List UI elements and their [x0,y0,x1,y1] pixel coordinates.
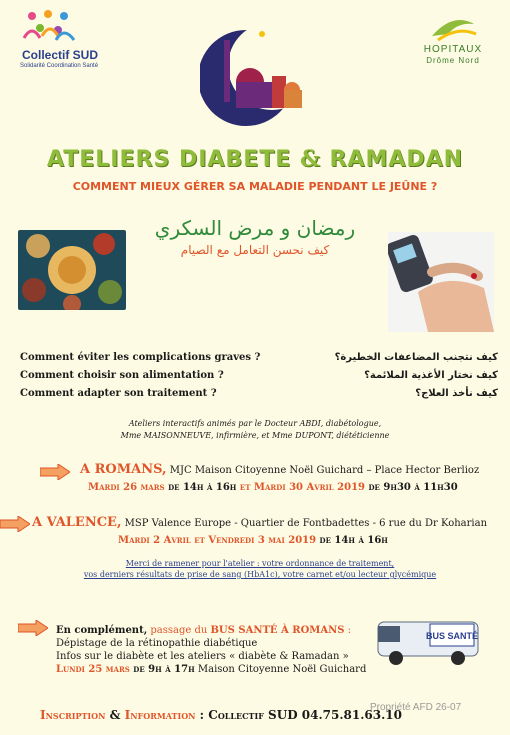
title-amp: & [299,146,321,172]
crescent-mosque-illustration [200,20,310,135]
valence-date1: Mardi 2 Avril [118,535,191,546]
valence-date2: Vendredi 3 mai 2019 [208,535,317,546]
question-ar-1: كيف نتجنب المضاعفات الخطيرة؟ [334,352,498,363]
romans-and: et [239,482,251,493]
leaf-icon [428,14,478,42]
footer-information: Information [124,708,196,722]
footer-amp: & [105,708,125,722]
romans-date2: Mardi 30 Avril 2019 [250,482,365,493]
question-fr-1: Comment éviter les complications graves ? [20,352,261,363]
complement-bus: BUS SANTÉ À ROMANS [210,625,345,636]
bus-illustration [372,612,490,668]
valence-location [32,515,487,530]
question-ar-3: كيف نأخذ العلاج؟ [415,388,498,399]
collectif-sud-tagline: Solidarité Coordination Santé [20,63,99,69]
complement-line1 [56,624,376,637]
footer-inscription: Inscription [40,708,106,722]
question-fr-3: Comment adapter son traitement ? [20,388,217,399]
arrow-right-icon [18,620,48,636]
complement-line4 [56,663,376,676]
romans-time1: de 14h à 16h [164,482,240,493]
hopitaux-logo [408,14,498,74]
note-line1: Merci de ramener pour l'atelier : votre ordonnance de traitement, [125,559,395,568]
hopitaux-line2: Drôme Nord [426,56,480,65]
footer-contact: : Collectif SUD 04.75.81.63.10 [195,708,402,722]
complement-date: Lundi 25 mars [56,664,130,675]
title-part1: ATELIERS DIABETE [46,147,292,172]
romans-date1: Mardi 26 mars [88,482,165,493]
watermark: Propriété AFD 26-07 [370,702,462,713]
arabic-title: رمضان و مرض السكري [154,216,356,240]
romans-address: MJC Maison Citoyenne Noël Guichard – Place Hector Berlioz [166,465,480,476]
romans-city: A ROMANS, [80,462,167,477]
romans-dates [88,482,458,493]
arrow-right-icon [40,464,70,480]
romans-location [80,462,479,477]
collectif-sud-name: Collectif SUD [22,48,99,62]
workshop-hosts [60,418,450,442]
collectif-sud-logo [18,8,128,78]
question-fr-2: Comment choisir son alimentation ? [20,370,224,381]
valence-city: A VALENCE, [32,515,122,530]
complement-line2: Dépistage de la rétinopathie diabétique [56,638,258,649]
complement-time: de 9h à 17h [129,664,195,675]
valence-and: et [190,535,209,546]
people-icon [18,8,88,48]
complement-lead: En complément, [56,625,148,636]
question-ar-2: كيف نختار الأغذية الملائمة؟ [364,370,498,381]
complement-colon: : [344,625,352,636]
bring-items-note [60,558,460,580]
page-subtitle: COMMENT MIEUX GÉRER SA MALADIE PENDANT LE JEÛNE ? [72,180,438,193]
note-line2: vos derniers résultats de prise de sang (HbA1c), votre carnet et/ou lecteur glycémique [83,570,437,579]
complement-line3: Infos sur le diabète et les ateliers « diabète & Ramadan » [56,651,349,662]
arabic-subtitle: كيف نحسن التعامل مع الصيام [180,243,330,257]
bus-label: BUS SANTÉ [425,631,479,641]
valence-time: de 14h à 16h [316,535,388,546]
hopitaux-line1: HOPITAUX [423,44,483,55]
page-title [0,146,510,172]
glucose-meter-photo [388,232,494,332]
romans-time2: de 9h30 à 11h30 [365,482,458,493]
hosts-line1: Ateliers interactifs animés par le Docteur ABDI, diabétologue, [128,419,382,428]
valence-address: MSP Valence Europe - Quartier de Fontbadettes - 6 rue du Dr Koharian [121,518,488,529]
title-part2: RAMADAN [329,147,464,172]
food-photo [18,230,126,310]
valence-dates [118,535,388,546]
complement-place: Maison Citoyenne Noël Guichard [194,664,367,675]
hosts-line2: Mme MAISONNEUVE, infirmière, et Mme DUPONT, diététicienne [120,431,390,440]
bus-complement [56,624,376,676]
arrow-right-icon [0,516,30,532]
complement-passage: passage du [147,625,211,636]
